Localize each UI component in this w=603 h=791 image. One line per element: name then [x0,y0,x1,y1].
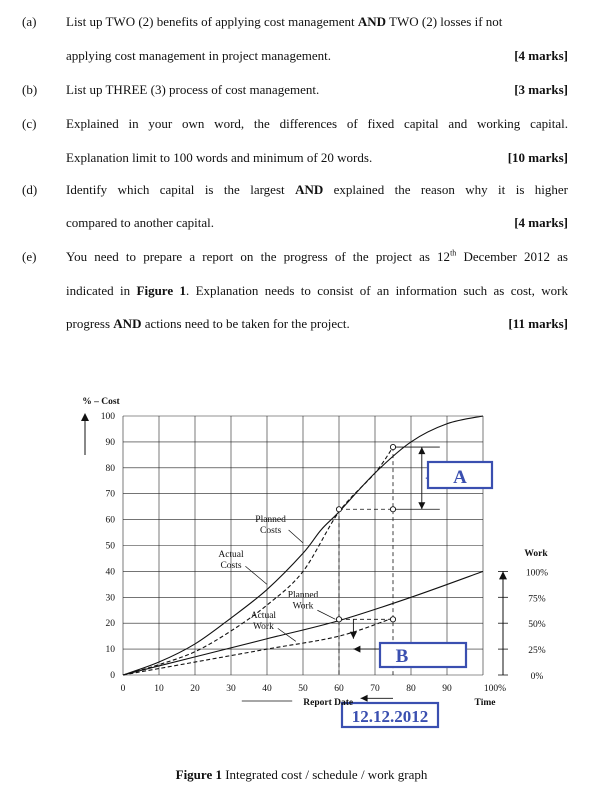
planned-work-label: Planned [287,590,319,601]
question-text: Identify which capital is the largest AND explained the reason why it is higher [66,182,569,197]
chart-grid [123,416,483,675]
planned-work-label: Work [292,601,314,612]
y-tick-label: 10 [105,645,115,656]
x-tick-label: 20 [190,684,200,694]
figure-caption: Figure 1 Integrated cost / schedule / work graph [175,767,428,782]
x-tick-label: 60 [334,684,344,694]
question-label: (a) [22,14,37,29]
box-a-label: A [453,467,467,488]
reference-point [390,507,395,512]
question-text: You need to prepare a report on the progress of the project as 12th December 2012 as [66,248,568,264]
x-tick-label: 70 [370,684,380,694]
y-tick-label: 40 [105,567,115,578]
box-b-label: B [395,646,409,667]
work-tick-label: 100% [525,568,549,579]
chart-ticks [82,397,548,708]
date-box-label: 12.12.2012 [351,707,429,726]
x-axis-label: Report Date [303,698,354,708]
y-axis-arrowhead [81,413,89,421]
box-b [380,643,466,667]
y-tick-label: 0 [110,671,115,681]
question-text: applying cost management in project management. [66,48,331,63]
x-tick-label: 40 [262,684,272,694]
reference-point [390,444,395,449]
x-tick-label: 30 [226,684,236,694]
arrowhead [350,632,357,639]
question-text: indicated in Figure 1. Explanation needs to consist of an information such as cost, work [66,283,569,298]
x-tick-label: 80 [406,684,416,694]
actual-work-label: Work [252,622,274,633]
arrowhead [418,447,425,454]
reference-point [336,507,341,512]
question-label: (e) [22,249,37,264]
question-text: Explained in your own word, the differences of fixed capital and working capital. [66,116,568,131]
work-axis-arrowhead [499,571,507,579]
planned-costs-label: Costs [260,526,282,537]
marks: [4 marks] [514,48,568,63]
actual-work-label: Actual [250,611,277,622]
leader-line [289,530,303,543]
time-label: Time [474,698,496,708]
leader-line [317,610,335,619]
y-tick-label: 30 [105,593,115,604]
work-tick-label: 75% [528,594,546,605]
y-tick-label: 90 [105,437,115,448]
marks: [4 marks] [514,215,568,230]
x-tick-label: 0 [120,684,126,694]
reference-point [390,617,395,622]
question-text: progress AND actions need to be taken for the project. [66,316,350,331]
x-tick-label: 10 [154,684,164,694]
y-tick-label: 80 [105,463,115,474]
x-tick-label: 90 [442,684,452,694]
actual-costs-label: Costs [220,561,242,572]
arrowhead [361,695,368,702]
question-label: (d) [22,182,38,197]
reference-point [336,617,341,622]
question-text: Explanation limit to 100 words and minimum of 20 words. [66,150,373,165]
question-text: compared to another capital. [66,215,214,230]
planned-costs-label: Planned [255,515,286,526]
work-tick-label: 25% [528,646,546,657]
x-tick-label: 100% [483,684,507,694]
leader-line [245,566,267,584]
y-tick-label: 70 [105,489,115,500]
marks: [10 marks] [507,150,568,165]
question-text: List up TWO (2) benefits of applying cost management AND TWO (2) losses if not [66,14,503,29]
arrowhead [418,502,425,509]
work-tick-label: 0% [530,672,544,682]
arrowhead [353,646,360,653]
actual-costs-label: Actual [218,550,244,561]
question-label: (b) [22,82,38,97]
question-label: (c) [22,116,37,131]
integrated-cost-schedule-work-graph [0,385,603,785]
y-tick-label: 50 [105,541,115,552]
y-tick-label: 100 [100,412,115,422]
question-text: List up THREE (3) process of cost management. [66,82,320,97]
y-axis-title: % – Cost [82,397,120,407]
y-tick-label: 60 [105,515,115,526]
x-tick-label: 50 [298,684,308,694]
y-tick-label: 20 [105,619,115,630]
marks: [11 marks] [508,316,568,331]
work-axis-title: Work [524,548,548,559]
work-tick-label: 50% [528,620,546,631]
marks: [3 marks] [514,82,568,97]
